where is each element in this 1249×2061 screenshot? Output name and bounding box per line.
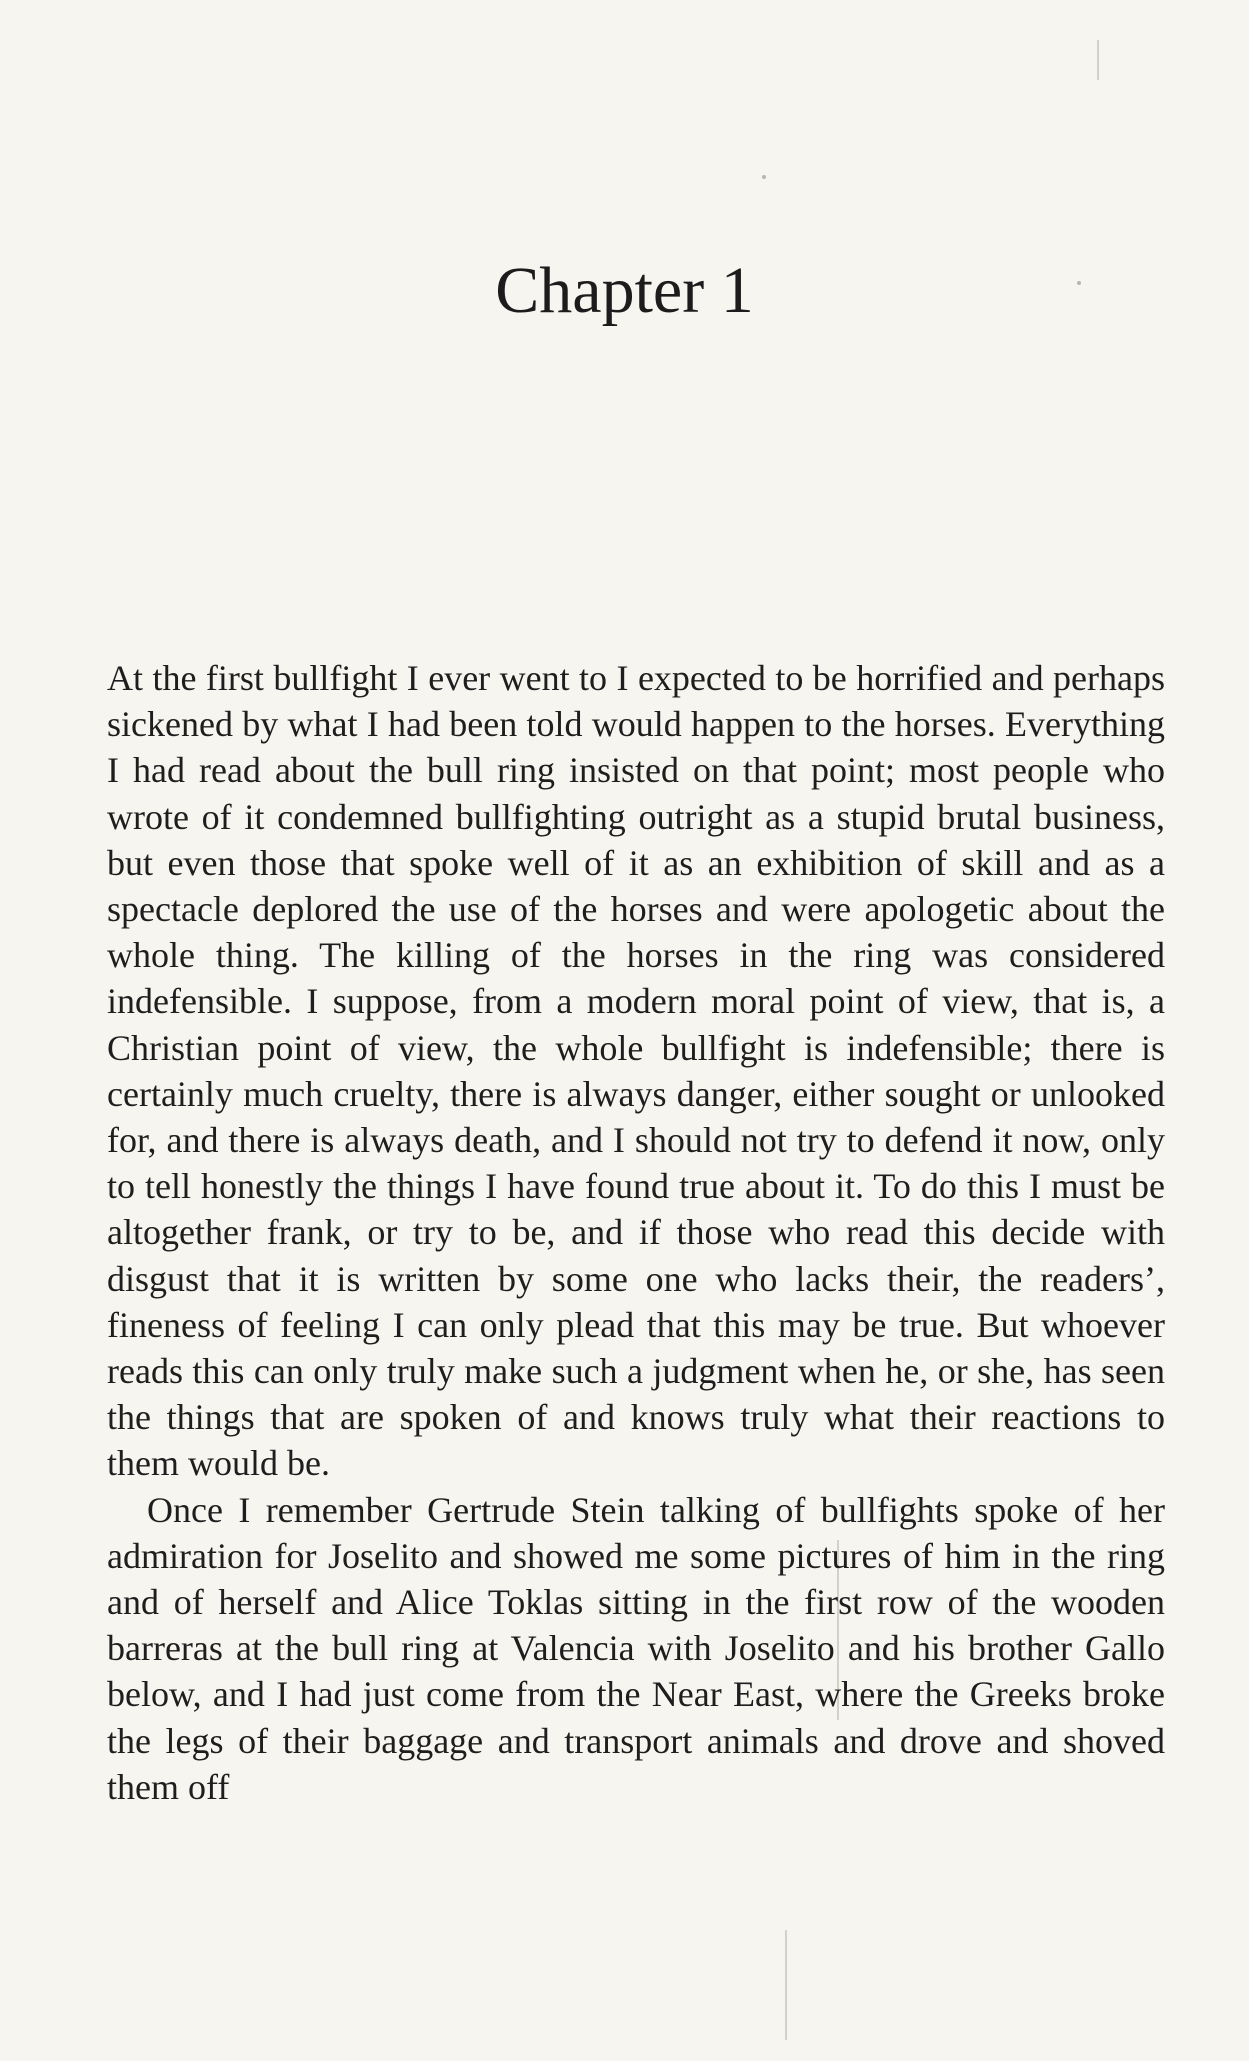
page-crease xyxy=(1097,40,1099,80)
paragraph-2: Once I remember Gertrude Stein talking of bullfights spoke of her admiration for Joselito and showed me some pictures of him in the ring and of herself and Alice Toklas sitting in the first row of the wooden barreras at the bull ring at Valencia with Joselito and his brother Gallo below, and I had just come from the Near East, where the Greeks broke the legs of their baggage and transport animals and drove and shoved them off xyxy=(107,1489,1165,1807)
chapter-title: Chapter 1 xyxy=(495,254,754,327)
body-text xyxy=(107,655,1165,1810)
paragraph-1: At the first bullfight I ever went to I expected to be horrified and perhaps sickened by what I had been told would happen to the horses. Everything I had read about the bull ring insisted on that point; most people who wrote of it condemned bullfighting outright as a stupid brutal business, but even those that spoke well of it as an exhibition of skill and as a spectacle deplored the use of the horses and were apologetic about the whole thing. The killing of the horses in the ring was considered indefensible. I suppose, from a modern moral point of view, that is, a Christian point of view, the whole bullfight is indefensible; there is certainly much cruelty, there is always danger, either sought or unlooked for, and there is always death, and I should not try to defend it now, only to tell honestly the things I have found true about it. To do this I must be altogether frank, or try to be, and if those who read this decide with disgust that it is written by some one who lacks their, the readers’, fineness of feeling I can only plead that this may be true. But whoever reads this can only truly make such a judgment when he, or she, has seen the things that are spoken of and knows truly what their reactions to them would be. xyxy=(107,658,1165,1484)
page-crease xyxy=(785,1930,787,2040)
page-speck xyxy=(762,175,766,179)
